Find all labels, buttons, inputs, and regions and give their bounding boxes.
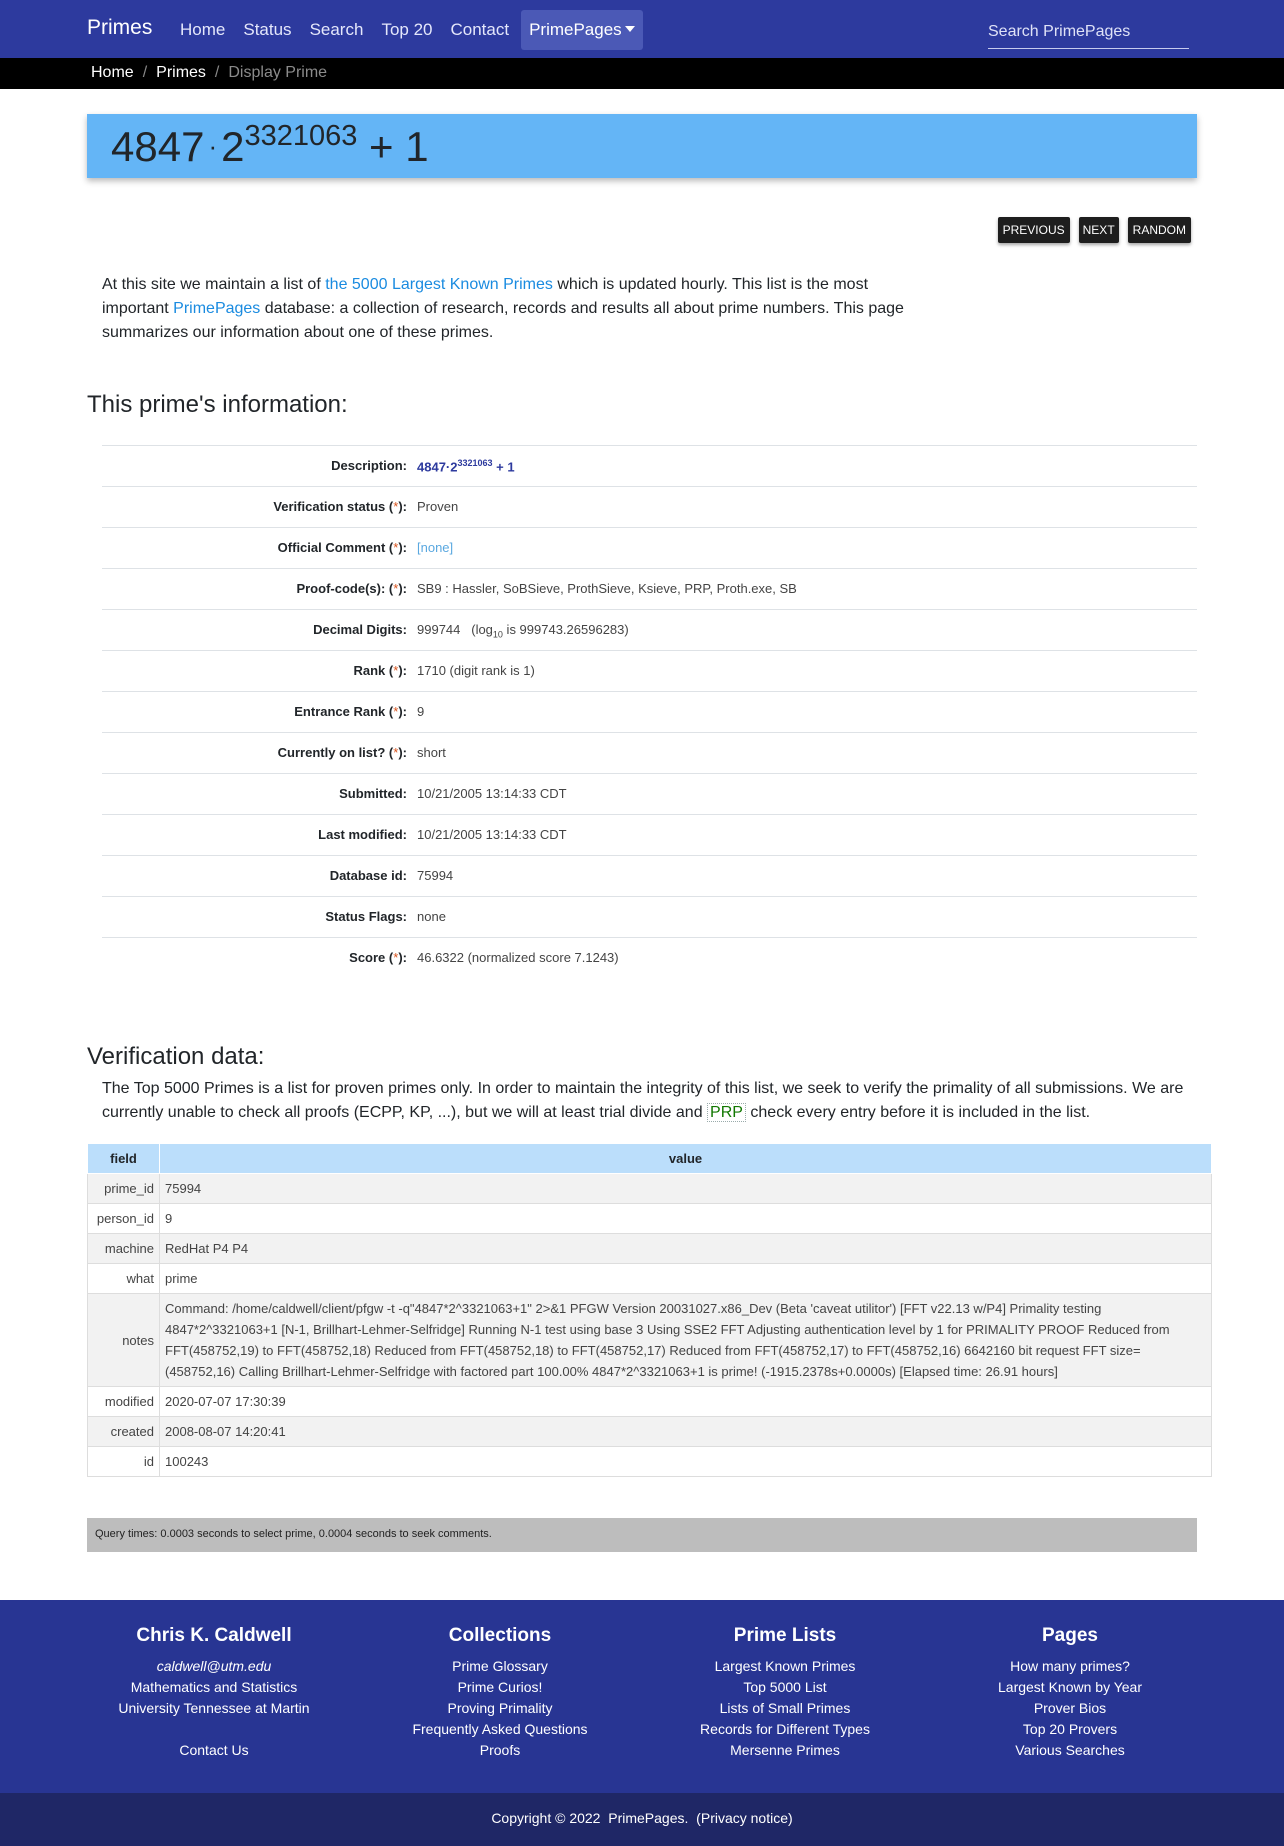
field-cell: id bbox=[88, 1447, 160, 1477]
footer-text: Mathematics and Statistics bbox=[130, 1679, 298, 1695]
intro-text: which is updated hourly. This list is the most important bbox=[102, 276, 869, 317]
footer-col-pages bbox=[920, 1624, 1220, 1761]
help-asterisk-link[interactable]: * bbox=[393, 663, 399, 678]
label-text: Entrance Rank bbox=[294, 704, 386, 719]
info-row-proof bbox=[102, 568, 1197, 609]
description-value[interactable] bbox=[417, 458, 515, 474]
info-row-database-id bbox=[102, 855, 1197, 896]
footer-link[interactable]: How many primes? bbox=[1010, 1658, 1130, 1674]
table-header-row bbox=[88, 1144, 1212, 1174]
footer-link[interactable]: Frequently Asked Questions bbox=[412, 1721, 588, 1737]
brand-link[interactable]: Primes bbox=[87, 16, 153, 39]
rank-value: 1710 (digit rank is 1) bbox=[417, 663, 535, 678]
info-row-verification bbox=[102, 486, 1197, 527]
verification-text: check every entry before it is included in the list. bbox=[750, 1104, 1091, 1121]
footer-col-prime-lists bbox=[635, 1624, 935, 1761]
info-label: Proof-code(s): (*): bbox=[296, 581, 407, 596]
nav-search[interactable]: Search bbox=[309, 20, 364, 39]
footer-link[interactable]: Records for Different Types bbox=[700, 1721, 870, 1737]
last-modified-value: 10/21/2005 13:14:33 CDT bbox=[417, 827, 567, 842]
table-row bbox=[88, 1387, 1212, 1417]
privacy-notice-link[interactable]: Privacy notice bbox=[700, 1810, 789, 1826]
info-heading: This prime's information: bbox=[87, 391, 348, 418]
value-cell: RedHat P4 P4 bbox=[160, 1234, 1212, 1264]
page-title bbox=[111, 122, 429, 172]
log-prefix: (log bbox=[471, 622, 493, 637]
navbar bbox=[0, 0, 1284, 58]
info-label: Status Flags: bbox=[325, 909, 407, 924]
footer-col-title: Chris K. Caldwell bbox=[136, 1625, 292, 1646]
table-row bbox=[88, 1204, 1212, 1234]
value-cell: 2020-07-07 17:30:39 bbox=[160, 1387, 1212, 1417]
table-row bbox=[88, 1264, 1212, 1294]
digits-value bbox=[417, 622, 629, 640]
field-cell: modified bbox=[88, 1387, 160, 1417]
title-exponent: 3321063 bbox=[244, 120, 358, 152]
verification-text: The Top 5000 Primes is a list for proven primes only. In order to maintain the integrity of this list, we seek to verify the primality of all submissions. We are currently unable to check all proofs (ECPP, KP, ...), but we will at least trial divide and bbox=[102, 1080, 1184, 1121]
footer-col-author bbox=[64, 1624, 364, 1761]
footer-contact-link[interactable]: Contact Us bbox=[179, 1742, 249, 1758]
footer-link[interactable]: Largest Known by Year bbox=[998, 1679, 1142, 1695]
score-value: 46.6322 (normalized score 7.1243) bbox=[417, 950, 619, 965]
verification-paragraph bbox=[102, 1077, 1202, 1125]
table-row bbox=[88, 1447, 1212, 1477]
info-row-description bbox=[102, 445, 1197, 486]
info-label: Description: bbox=[331, 458, 407, 473]
digits-number: 999744 bbox=[417, 622, 461, 637]
title-two: 2 bbox=[221, 123, 245, 170]
prime-nav-buttons bbox=[998, 217, 1191, 243]
title-dot: · bbox=[208, 131, 218, 161]
intro-text: database: a collection of research, records and results all about prime numbers. This page summarizes our information about one of these primes. bbox=[102, 300, 904, 341]
info-label: Score (*): bbox=[349, 950, 407, 965]
label-text: Verification status bbox=[273, 499, 386, 514]
footer-spacer bbox=[64, 1719, 364, 1740]
footer-email-link[interactable]: caldwell@utm.edu bbox=[156, 1658, 272, 1674]
desc-base: 4847·2 bbox=[417, 459, 458, 475]
verification-table bbox=[87, 1143, 1212, 1477]
footer-link[interactable]: Proofs bbox=[479, 1742, 521, 1758]
info-row-digits bbox=[102, 609, 1197, 650]
info-row-rank bbox=[102, 650, 1197, 691]
official-comment-link[interactable]: [none] bbox=[417, 540, 454, 555]
on-list-value: short bbox=[417, 745, 446, 760]
nav-status[interactable]: Status bbox=[243, 20, 292, 39]
table-row bbox=[88, 1234, 1212, 1264]
info-row-last-modified bbox=[102, 814, 1197, 855]
info-row-entrance-rank bbox=[102, 691, 1197, 732]
caret-down-icon bbox=[625, 26, 635, 32]
status-flags-value: none bbox=[417, 909, 446, 924]
nav-top20[interactable]: Top 20 bbox=[381, 20, 433, 39]
random-button[interactable]: RANDOM bbox=[1128, 217, 1191, 243]
info-row-comment bbox=[102, 527, 1197, 568]
info-label: Official Comment (*): bbox=[277, 540, 407, 555]
info-label: Rank (*): bbox=[353, 663, 407, 678]
nav-contact[interactable]: Contact bbox=[450, 20, 510, 39]
info-label: Decimal Digits: bbox=[313, 622, 407, 637]
info-row-score bbox=[102, 937, 1197, 978]
info-row-status-flags bbox=[102, 896, 1197, 937]
desc-tail: + 1 bbox=[492, 459, 515, 475]
query-times-bar: Query times: 0.0003 seconds to select prime, 0.0004 seconds to seek comments. bbox=[87, 1518, 1197, 1552]
column-header-value: value bbox=[160, 1144, 1212, 1174]
footer-col-title: Prime Lists bbox=[733, 1625, 837, 1646]
footer-col-collections bbox=[350, 1624, 650, 1761]
dropdown-label: PrimePages bbox=[529, 20, 622, 39]
field-cell: notes bbox=[88, 1294, 160, 1387]
info-label: Entrance Rank (*): bbox=[294, 704, 407, 719]
prime-title-card bbox=[87, 114, 1197, 178]
table-row bbox=[88, 1174, 1212, 1204]
table-row bbox=[88, 1294, 1212, 1387]
intro-paragraph bbox=[102, 273, 912, 345]
help-asterisk-link[interactable]: * bbox=[393, 745, 399, 760]
breadcrumb-separator: / bbox=[214, 64, 220, 81]
footer-col-title: Collections bbox=[448, 1625, 552, 1646]
field-cell: created bbox=[88, 1417, 160, 1447]
verification-value: Proven bbox=[417, 499, 459, 514]
info-label: Submitted: bbox=[339, 786, 407, 801]
breadcrumb bbox=[0, 58, 1284, 89]
label-text: Proof-code(s): bbox=[296, 581, 386, 596]
footer-link[interactable]: Prime Glossary bbox=[452, 1658, 548, 1674]
column-header-field: field bbox=[88, 1144, 160, 1174]
footer-link[interactable]: Prover Bios bbox=[1033, 1700, 1107, 1716]
info-row-on-list bbox=[102, 732, 1197, 773]
info-row-submitted bbox=[102, 773, 1197, 814]
label-text: Rank bbox=[353, 663, 386, 678]
log-value: is 999743.26596283) bbox=[502, 622, 629, 637]
info-label: Currently on list? (*): bbox=[277, 745, 407, 760]
field-cell: machine bbox=[88, 1234, 160, 1264]
info-label: Last modified: bbox=[318, 827, 407, 842]
breadcrumb-home[interactable]: Home bbox=[91, 64, 134, 81]
label-text: Currently on list? bbox=[277, 745, 386, 760]
next-button[interactable]: NEXT bbox=[1079, 217, 1119, 243]
footer-link[interactable]: Proving Primality bbox=[447, 1700, 553, 1716]
primepages-link[interactable]: PrimePages bbox=[173, 300, 261, 317]
breadcrumb-current: Display Prime bbox=[228, 64, 328, 81]
value-cell: prime bbox=[160, 1264, 1212, 1294]
submitted-value: 10/21/2005 13:14:33 CDT bbox=[417, 786, 567, 801]
entrance-rank-value: 9 bbox=[417, 704, 425, 719]
info-label: Database id: bbox=[329, 868, 407, 883]
title-base: 4847 bbox=[111, 123, 205, 170]
footer-link[interactable]: Largest Known Primes bbox=[714, 1658, 856, 1674]
label-text: Score bbox=[349, 950, 386, 965]
footer-link[interactable]: Mersenne Primes bbox=[730, 1742, 840, 1758]
breadcrumb-separator: / bbox=[142, 64, 148, 81]
label-text: Official Comment bbox=[277, 540, 386, 555]
footer-link[interactable]: Lists of Small Primes bbox=[719, 1700, 851, 1716]
prime-info-table bbox=[102, 445, 1197, 978]
copyright-text: Copyright © 2022 bbox=[491, 1810, 601, 1826]
footer-link[interactable]: Top 5000 List bbox=[743, 1679, 827, 1695]
field-cell: prime_id bbox=[88, 1174, 160, 1204]
footer-link[interactable]: Various Searches bbox=[1015, 1742, 1125, 1758]
value-cell: 9 bbox=[160, 1204, 1212, 1234]
help-asterisk-link[interactable]: * bbox=[393, 540, 399, 555]
primepages-footer-link[interactable]: PrimePages bbox=[608, 1810, 685, 1826]
footer-link[interactable]: Prime Curios! bbox=[457, 1679, 543, 1695]
database-id-value: 75994 bbox=[417, 868, 454, 883]
nav-links bbox=[171, 10, 643, 50]
value-cell: Command: /home/caldwell/client/pfgw -t -q"4847*2^3321063+1" 2>&1 PFGW Version 20031027.x86_Dev (Beta 'caveat utilitor') [FFT v22.13 w/P4] Primality testing 4847*2^3321063+1 [N-1, Brillhart-Lehmer-Selfridge] Running N-1 test using base 3 Using SSE2 FFT Adjusting authentication level by 1 for PRIMALITY PROOF Reduced from FFT(458752,19) to FFT(458752,18) Reduced from FFT(458752,18) to FFT(458752,17) Reduced from FFT(458752,17) to FFT(458752,16) 6642160 bit request FFT size=(458752,16) Calling Brillhart-Lehmer-Selfridge with factored part 100.00% 4847*2^3321063+1 is prime! (-1915.2378s+0.0000s) [Elapsed time: 26.91 hours] bbox=[160, 1294, 1212, 1387]
value-cell: 2008-08-07 14:20:41 bbox=[160, 1417, 1212, 1447]
help-asterisk-link[interactable]: * bbox=[393, 950, 399, 965]
field-cell: person_id bbox=[88, 1204, 160, 1234]
proof-code-value: SB9 : Hassler, SoBSieve, ProthSieve, Ksieve, PRP, Proth.exe, SB bbox=[417, 581, 797, 596]
help-asterisk-link[interactable]: * bbox=[393, 581, 399, 596]
title-tail: + 1 bbox=[369, 123, 429, 170]
intro-text: At this site we maintain a list of bbox=[102, 276, 321, 293]
breadcrumb-primes[interactable]: Primes bbox=[156, 64, 206, 81]
info-label: Verification status (*): bbox=[273, 499, 407, 514]
log-base: 10 bbox=[492, 629, 503, 640]
verification-heading: Verification data: bbox=[87, 1043, 265, 1070]
value-cell: 75994 bbox=[160, 1174, 1212, 1204]
footer bbox=[0, 1600, 1284, 1793]
largest-known-primes-link[interactable]: the 5000 Largest Known Primes bbox=[325, 276, 553, 293]
copyright-bar: Copyright © 2022 PrimePages. (Privacy notice) bbox=[0, 1793, 1284, 1846]
value-cell: 100243 bbox=[160, 1447, 1212, 1477]
nav-home[interactable]: Home bbox=[180, 20, 226, 39]
field-cell: what bbox=[88, 1264, 160, 1294]
previous-button[interactable]: PREVIOUS bbox=[998, 217, 1070, 243]
footer-col-title: Pages bbox=[1042, 1625, 1098, 1646]
footer-text: University Tennessee at Martin bbox=[118, 1700, 310, 1716]
help-asterisk-link[interactable]: * bbox=[393, 499, 399, 514]
desc-exponent: 3321063 bbox=[457, 458, 493, 468]
table-row bbox=[88, 1417, 1212, 1447]
prp-term[interactable]: PRP bbox=[707, 1103, 746, 1122]
footer-link[interactable]: Top 20 Provers bbox=[1022, 1721, 1118, 1737]
nav-primepages-dropdown[interactable] bbox=[521, 10, 643, 50]
help-asterisk-link[interactable]: * bbox=[393, 704, 399, 719]
search-input[interactable] bbox=[988, 16, 1189, 49]
